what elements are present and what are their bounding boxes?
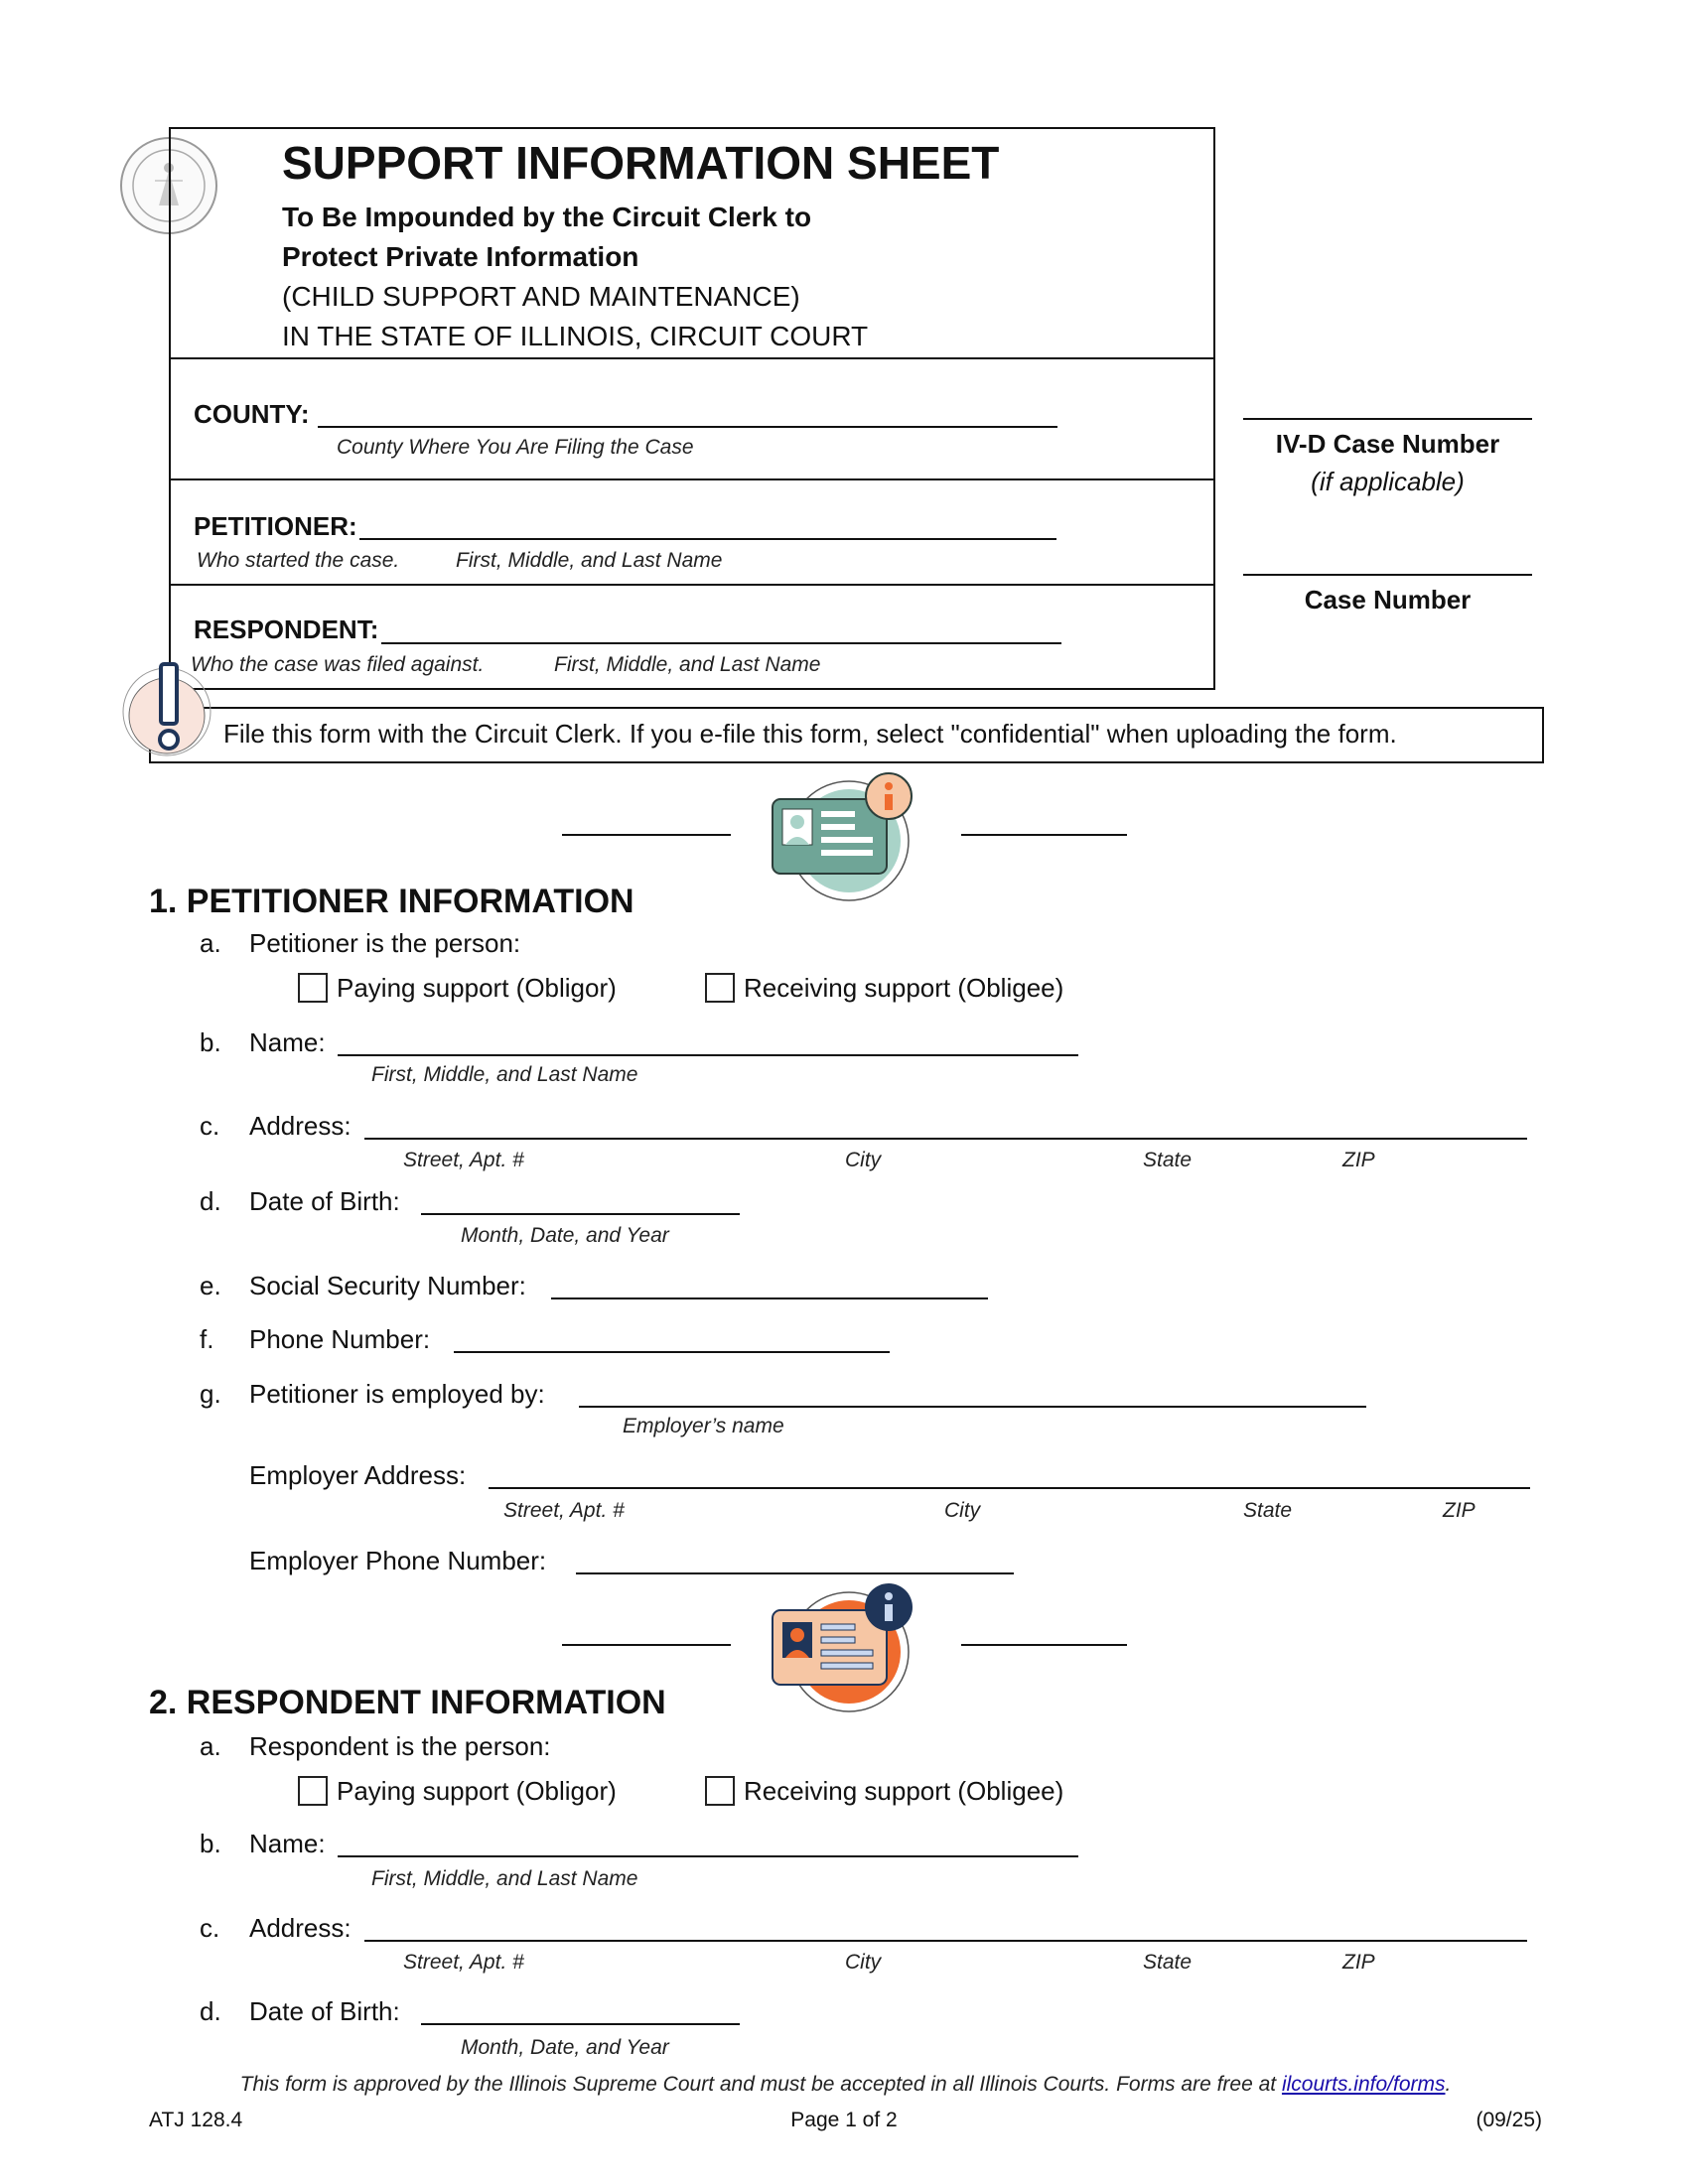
petitioner-paying-label: Paying support (Obligor) <box>337 973 617 1003</box>
divider <box>169 478 1213 480</box>
petitioner-label: PETITIONER: <box>194 511 357 541</box>
address-label: Address: <box>249 1111 352 1141</box>
petitioner-phone-field[interactable] <box>454 1351 890 1353</box>
divider <box>961 834 1127 836</box>
address-hint: ZIP <box>1342 1149 1375 1171</box>
item-letter: a. <box>200 928 221 958</box>
item-letter: d. <box>200 1186 221 1216</box>
respondent-dob-field[interactable] <box>421 2023 740 2025</box>
id-card-info-icon <box>765 769 923 908</box>
respondent-address-field[interactable] <box>364 1940 1527 1942</box>
name-hint: First, Middle, and Last Name <box>371 1063 638 1086</box>
case-number-field[interactable] <box>1243 574 1532 576</box>
petitioner-field[interactable] <box>359 538 1056 540</box>
ivd-case-number-label: IV-D Case Number <box>1275 429 1500 459</box>
address-hint: Street, Apt. # <box>503 1499 625 1522</box>
subtitle: To Be Impounded by the Circuit Clerk to <box>282 202 812 232</box>
ivd-case-number-field[interactable] <box>1243 418 1532 420</box>
item-letter: e. <box>200 1271 221 1300</box>
petitioner-paying-checkbox[interactable] <box>298 973 328 1003</box>
address-hint: State <box>1143 1951 1193 1974</box>
item-letter: c. <box>200 1111 220 1141</box>
item-letter: f. <box>200 1324 214 1354</box>
phone-label: Phone Number: <box>249 1324 431 1354</box>
item-letter: b. <box>200 1027 221 1057</box>
item-letter: g. <box>200 1379 221 1409</box>
address-hint: State <box>1243 1499 1293 1522</box>
section-1-heading: 1. PETITIONER INFORMATION <box>149 883 634 920</box>
form-title: SUPPORT INFORMATION SHEET <box>282 137 1000 189</box>
name-label: Name: <box>249 1829 326 1858</box>
divider <box>169 357 1213 359</box>
case-number-label: Case Number <box>1304 585 1472 614</box>
form-date: (09/25) <box>1476 2109 1542 2131</box>
divider <box>169 584 1213 586</box>
employer-hint: Employer’s name <box>623 1415 784 1437</box>
petitioner-receiving-label: Receiving support (Obligee) <box>744 973 1064 1003</box>
employer-address-label: Employer Address: <box>249 1460 467 1490</box>
subtitle: IN THE STATE OF ILLINOIS, CIRCUIT COURT <box>282 321 869 351</box>
petitioner-hint: Who started the case. <box>197 549 400 572</box>
id-card-info-icon <box>765 1580 923 1719</box>
address-hint: City <box>845 1149 882 1171</box>
respondent-role-label: Respondent is the person: <box>249 1731 551 1761</box>
form-id: ATJ 128.4 <box>149 2109 243 2131</box>
item-letter: c. <box>200 1913 220 1943</box>
subtitle: (CHILD SUPPORT AND MAINTENANCE) <box>282 281 800 312</box>
employer-phone-field[interactable] <box>576 1572 1014 1574</box>
divider <box>562 1644 731 1646</box>
approval-note <box>149 2072 1542 2098</box>
address-hint: ZIP <box>1342 1951 1375 1974</box>
exclamation-icon <box>119 660 218 759</box>
county-label: COUNTY: <box>194 399 310 429</box>
dob-label: Date of Birth: <box>249 1996 400 2026</box>
employer-label: Petitioner is employed by: <box>249 1379 545 1409</box>
dob-hint: Month, Date, and Year <box>461 1224 669 1247</box>
county-field[interactable] <box>318 426 1057 428</box>
respondent-label: RESPONDENT: <box>194 614 379 644</box>
subtitle: Protect Private Information <box>282 241 639 272</box>
divider <box>562 834 731 836</box>
address-hint: Street, Apt. # <box>403 1149 524 1171</box>
respondent-hint: Who the case was filed against. <box>191 653 485 676</box>
address-hint: City <box>944 1499 981 1522</box>
period: . <box>1445 2073 1452 2096</box>
item-letter: d. <box>200 1996 221 2026</box>
address-hint: State <box>1143 1149 1193 1171</box>
dob-hint: Month, Date, and Year <box>461 2036 669 2059</box>
petitioner-receiving-checkbox[interactable] <box>705 973 735 1003</box>
page-number: Page 1 of 2 <box>790 2109 898 2131</box>
petitioner-hint: First, Middle, and Last Name <box>456 549 723 572</box>
respondent-field[interactable] <box>381 642 1061 644</box>
section-2-heading: 2. RESPONDENT INFORMATION <box>149 1684 666 1721</box>
respondent-paying-checkbox[interactable] <box>298 1776 328 1806</box>
employer-address-field[interactable] <box>489 1487 1530 1489</box>
item-letter: a. <box>200 1731 221 1761</box>
respondent-receiving-label: Receiving support (Obligee) <box>744 1776 1064 1806</box>
address-hint: Street, Apt. # <box>403 1951 524 1974</box>
name-label: Name: <box>249 1027 326 1057</box>
petitioner-dob-field[interactable] <box>421 1213 740 1215</box>
employer-phone-label: Employer Phone Number: <box>249 1546 547 1575</box>
notice-text: File this form with the Circuit Clerk. If you e-file this form, select "confidential" when uploading the form. <box>223 719 1397 749</box>
address-label: Address: <box>249 1913 352 1943</box>
respondent-name-field[interactable] <box>338 1855 1078 1857</box>
item-letter: b. <box>200 1829 221 1858</box>
approval-text: This form is approved by the Illinois Supreme Court and must be accepted in all Illinois Courts. Forms are free at <box>239 2073 1282 2096</box>
petitioner-name-field[interactable] <box>338 1054 1078 1056</box>
respondent-receiving-checkbox[interactable] <box>705 1776 735 1806</box>
name-hint: First, Middle, and Last Name <box>371 1867 638 1890</box>
address-hint: City <box>845 1951 882 1974</box>
petitioner-employer-field[interactable] <box>579 1406 1366 1408</box>
respondent-paying-label: Paying support (Obligor) <box>337 1776 617 1806</box>
address-hint: ZIP <box>1443 1499 1476 1522</box>
petitioner-ssn-field[interactable] <box>551 1297 988 1299</box>
petitioner-address-field[interactable] <box>364 1138 1527 1140</box>
dob-label: Date of Birth: <box>249 1186 400 1216</box>
divider <box>961 1644 1127 1646</box>
forms-link[interactable]: ilcourts.info/forms <box>1281 2073 1446 2096</box>
county-hint: County Where You Are Filing the Case <box>337 436 694 459</box>
respondent-hint: First, Middle, and Last Name <box>554 653 821 676</box>
ssn-label: Social Security Number: <box>249 1271 526 1300</box>
petitioner-role-label: Petitioner is the person: <box>249 928 521 958</box>
ivd-hint: (if applicable) <box>1311 467 1465 496</box>
